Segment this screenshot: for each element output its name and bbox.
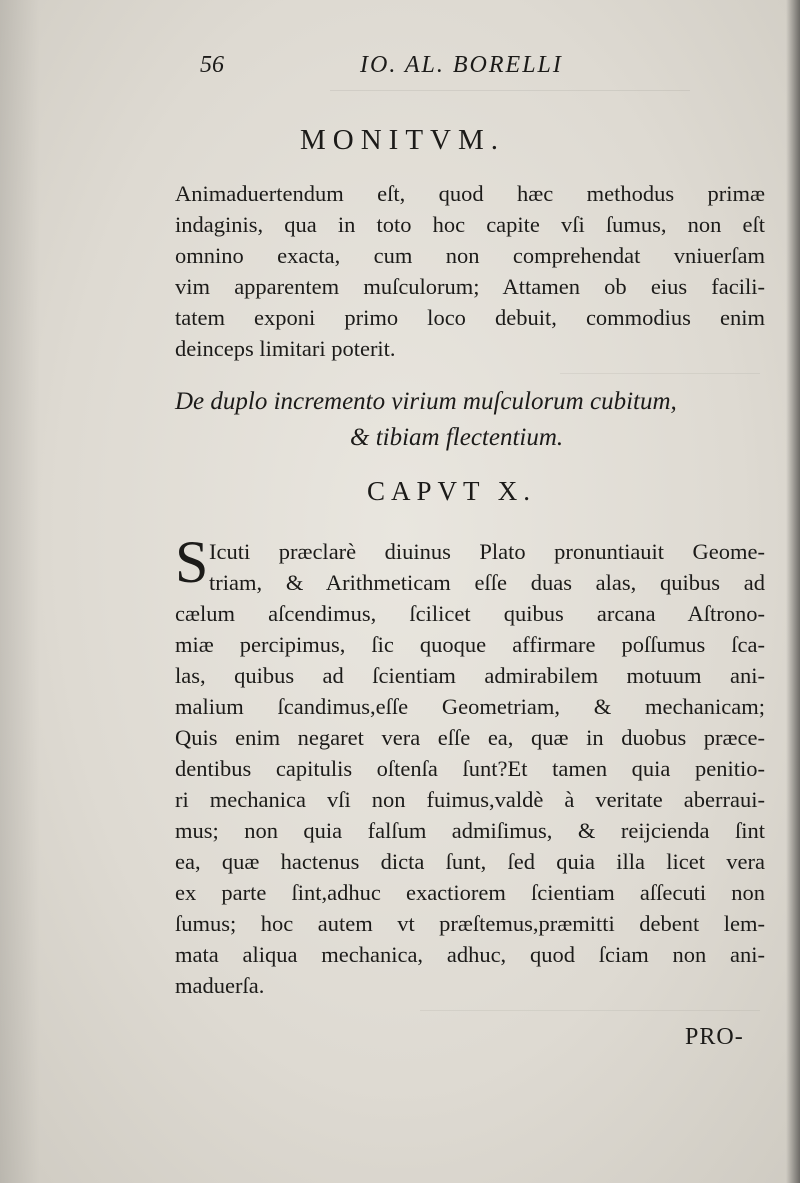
gutter-shadow <box>0 0 40 1183</box>
chapter-paragraph <box>175 536 765 1001</box>
text-line: Animaduertendum eſt, quod hæc methodus primæ <box>175 181 765 206</box>
text-line: tatem exponi primo loco debuit, commodius enim <box>175 305 765 330</box>
monitum-paragraph <box>175 178 765 364</box>
page-number: 56 <box>200 52 224 78</box>
subheading-line: & tibiam flectentium. <box>350 424 564 451</box>
text-line: cælum aſcendimus, ſcilicet quibus arcana Aſtrono- <box>175 601 765 626</box>
page-edge <box>786 0 800 1183</box>
page-header <box>200 52 600 86</box>
running-head: IO. AL. BORELLI <box>360 52 563 78</box>
section-subheading <box>175 384 775 456</box>
text-line: indaginis, qua in toto hoc capite vſi ſumus, non eſt <box>175 212 765 237</box>
text-line: dentibus capitulis oſtenſa ſunt?Et tamen quia penitio- <box>175 756 765 781</box>
text-line: vim apparentem muſculorum; Attamen ob eius facili- <box>175 274 765 299</box>
subheading-line: De duplo incremento virium muſculorum cubitum, <box>175 388 677 415</box>
text-line: Icuti præclarè diuinus Plato pronuntiauit Geome- <box>209 539 765 564</box>
text-line: las, quibus ad ſcientiam admirabilem motuum ani- <box>175 663 765 688</box>
text-line: Quis enim negaret vera eſſe ea, quæ in duobus præce- <box>175 725 765 750</box>
text-line: triam, & Arithmeticam eſſe duas alas, quibus ad <box>209 570 765 595</box>
text-line: ſumus; hoc autem vt præſtemus,præmitti debent lem- <box>175 911 765 936</box>
text-line: deinceps limitari poterit. <box>175 336 396 361</box>
monitum-title: MONITVM. <box>300 124 506 156</box>
text-line: malium ſcandimus,eſſe Geometriam, & mechanicam; <box>175 694 765 719</box>
text-line: mata aliqua mechanica, adhuc, quod ſciam non ani- <box>175 942 765 967</box>
drop-cap: S <box>175 529 209 595</box>
text-line: omnino exacta, cum non comprehendat vniuerſam <box>175 243 765 268</box>
text-line: miæ percipimus, ſic quoque affirmare poſſumus ſca- <box>175 632 765 657</box>
text-line: ri mechanica vſi non fuimus,valdè à veritate aberraui- <box>175 787 765 812</box>
text-line: mus; non quia falſum admiſimus, & reijcienda ſint <box>175 818 765 843</box>
chapter-title: CAPVT X. <box>367 476 537 506</box>
text-line: ea, quæ hactenus dicta ſunt, ſed quia illa licet vera <box>175 849 765 874</box>
text-line: ex parte ſint,adhuc exactiorem ſcientiam aſſecuti non <box>175 880 765 905</box>
text-line: maduerſa. <box>175 973 265 998</box>
catchword: PRO- <box>685 1024 744 1050</box>
